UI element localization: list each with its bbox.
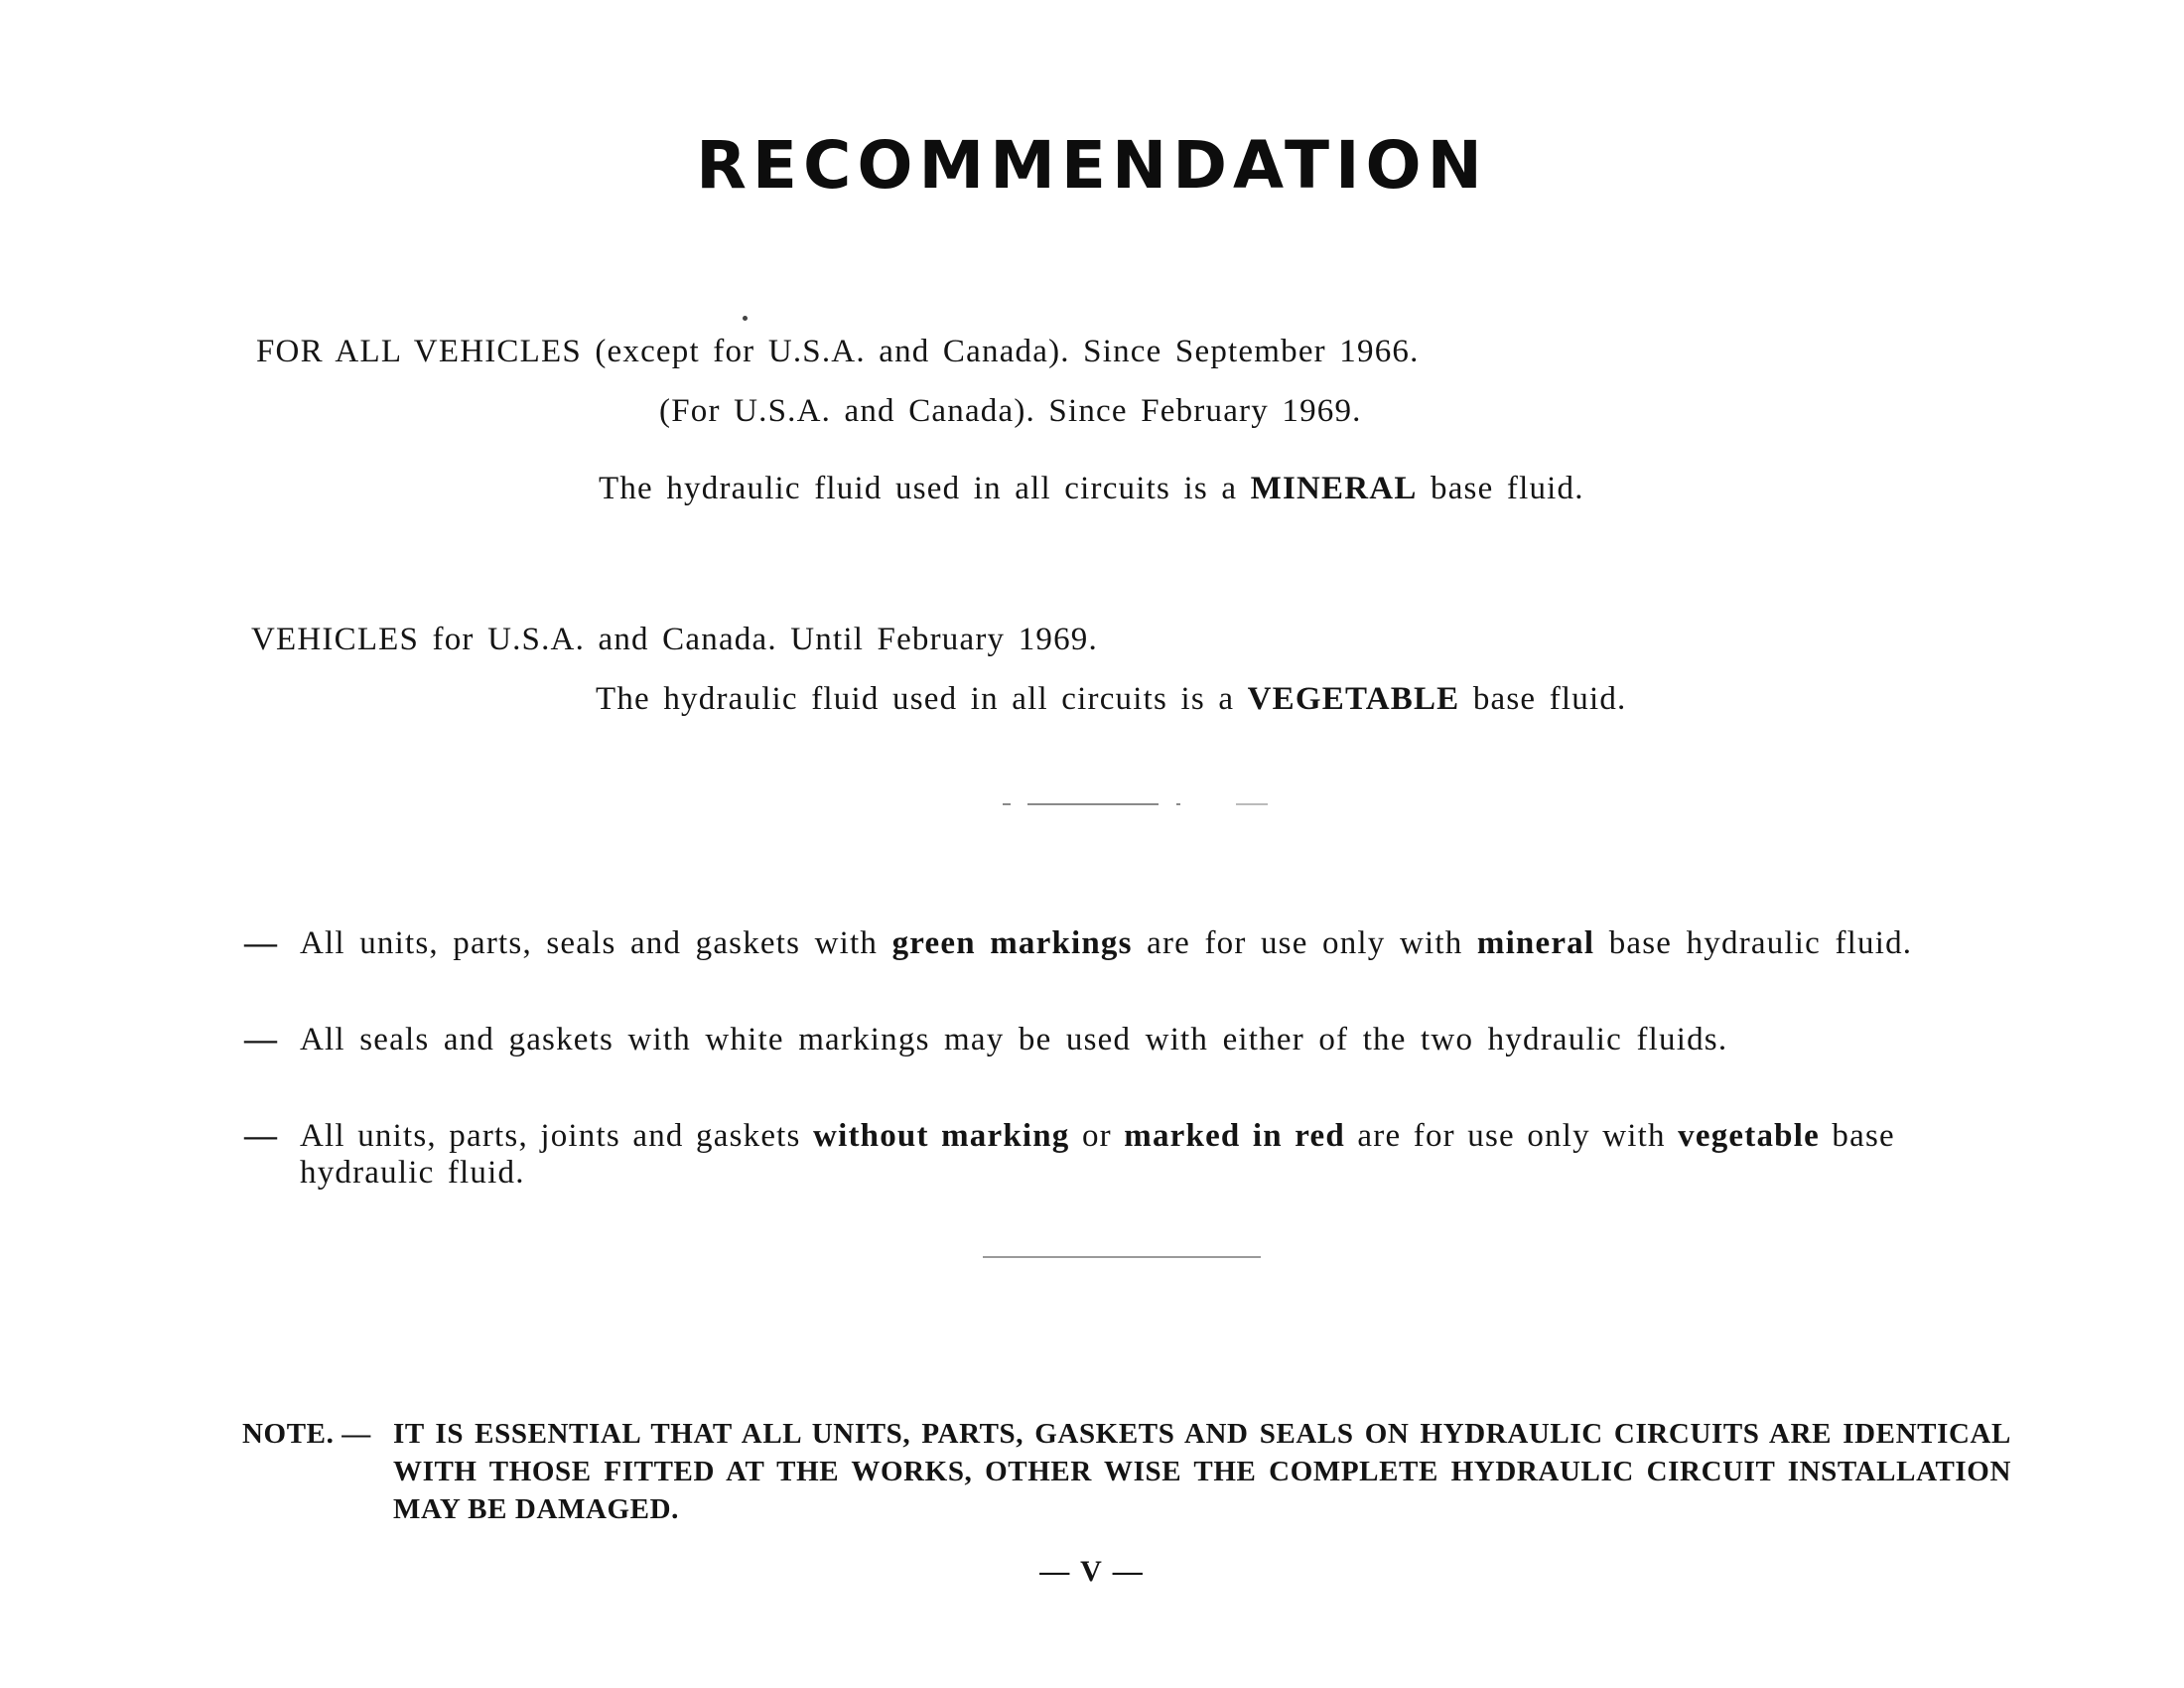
- separator-rule-bottom: [983, 1256, 1261, 1258]
- print-speck: [743, 316, 748, 321]
- bullet3-vegetable: vegetable: [1678, 1118, 1820, 1154]
- separator-rule-top: [1003, 803, 1011, 805]
- bullet3-continuation: [300, 1155, 525, 1192]
- bullet3-without-marking: without marking: [813, 1118, 1070, 1154]
- bullet3-part3: are for use only with: [1357, 1118, 1666, 1154]
- bullet-red-or-no-marking: [300, 1118, 1895, 1155]
- page-number: — V —: [1039, 1555, 1145, 1588]
- mineral-fluid-type: MINERAL: [1250, 471, 1418, 506]
- bullet2-text: All seals and gaskets with white markings may be used with either of the two hydraulic fluids.: [300, 1022, 1728, 1057]
- vegetable-applicability-line: [251, 622, 1098, 658]
- mineral-applicability-line: [256, 334, 1420, 370]
- page-title: RECOMMENDATION: [696, 127, 1488, 204]
- bullet3-part4: base: [1832, 1118, 1895, 1154]
- bullet1-green-markings: green markings: [891, 925, 1133, 961]
- mineral-usa-canada-text: (For U.S.A. and Canada). Since February 1969.: [659, 393, 1362, 429]
- bullet1-part3: base hydraulic fluid.: [1608, 925, 1913, 961]
- mineral-fluid-statement: [599, 471, 1584, 507]
- bullet-white-markings: [300, 1022, 1727, 1058]
- bullet1-mineral: mineral: [1476, 925, 1595, 961]
- bullet-dash-2: —: [244, 1022, 277, 1057]
- separator-rule-top-tail: [1176, 803, 1180, 805]
- mineral-fluid-prefix: The hydraulic fluid used in all circuits is a: [599, 471, 1238, 506]
- bullet3-line2: hydraulic fluid.: [300, 1155, 525, 1191]
- bullet1-part1: All units, parts, seals and gaskets with: [300, 925, 879, 961]
- note-text: IT IS ESSENTIAL THAT ALL UNITS, PARTS, GASKETS AND SEALS ON HYDRAULIC CIRCUITS ARE IDENTICAL WITH THOSE FITTED AT THE WORKS, OTHER WISE THE COMPLETE HYDRAULIC CIRCUIT INSTALLATION MAY BE DAMAGED.: [393, 1418, 2011, 1525]
- vegetable-fluid-statement: [596, 681, 1627, 718]
- mineral-usa-canada-line: [659, 393, 1362, 430]
- vegetable-applicability-text: VEHICLES for U.S.A. and Canada. Until February 1969.: [251, 622, 1098, 657]
- vegetable-fluid-prefix: The hydraulic fluid used in all circuits is a: [596, 681, 1235, 717]
- vegetable-fluid-suffix: base fluid.: [1472, 681, 1627, 717]
- mineral-applicability-text: FOR ALL VEHICLES (except for U.S.A. and Canada). Since September 1966.: [256, 334, 1420, 369]
- bullet3-marked-in-red: marked in red: [1124, 1118, 1345, 1154]
- bullet3-part2: or: [1081, 1118, 1112, 1154]
- bullet-dash-1: —: [244, 925, 277, 961]
- vegetable-fluid-type: VEGETABLE: [1247, 681, 1460, 717]
- mineral-fluid-suffix: base fluid.: [1431, 471, 1584, 506]
- note-label: NOTE. —: [242, 1418, 371, 1450]
- bullet-dash-3: —: [244, 1118, 277, 1154]
- bullet-green-markings: [300, 925, 1912, 962]
- separator-rule-top-tail2: [1236, 803, 1268, 805]
- bullet1-part2: are for use only with: [1147, 925, 1463, 961]
- separator-rule-top-main: [1027, 803, 1159, 805]
- bullet3-part1: All units, parts, joints and gaskets: [300, 1118, 801, 1154]
